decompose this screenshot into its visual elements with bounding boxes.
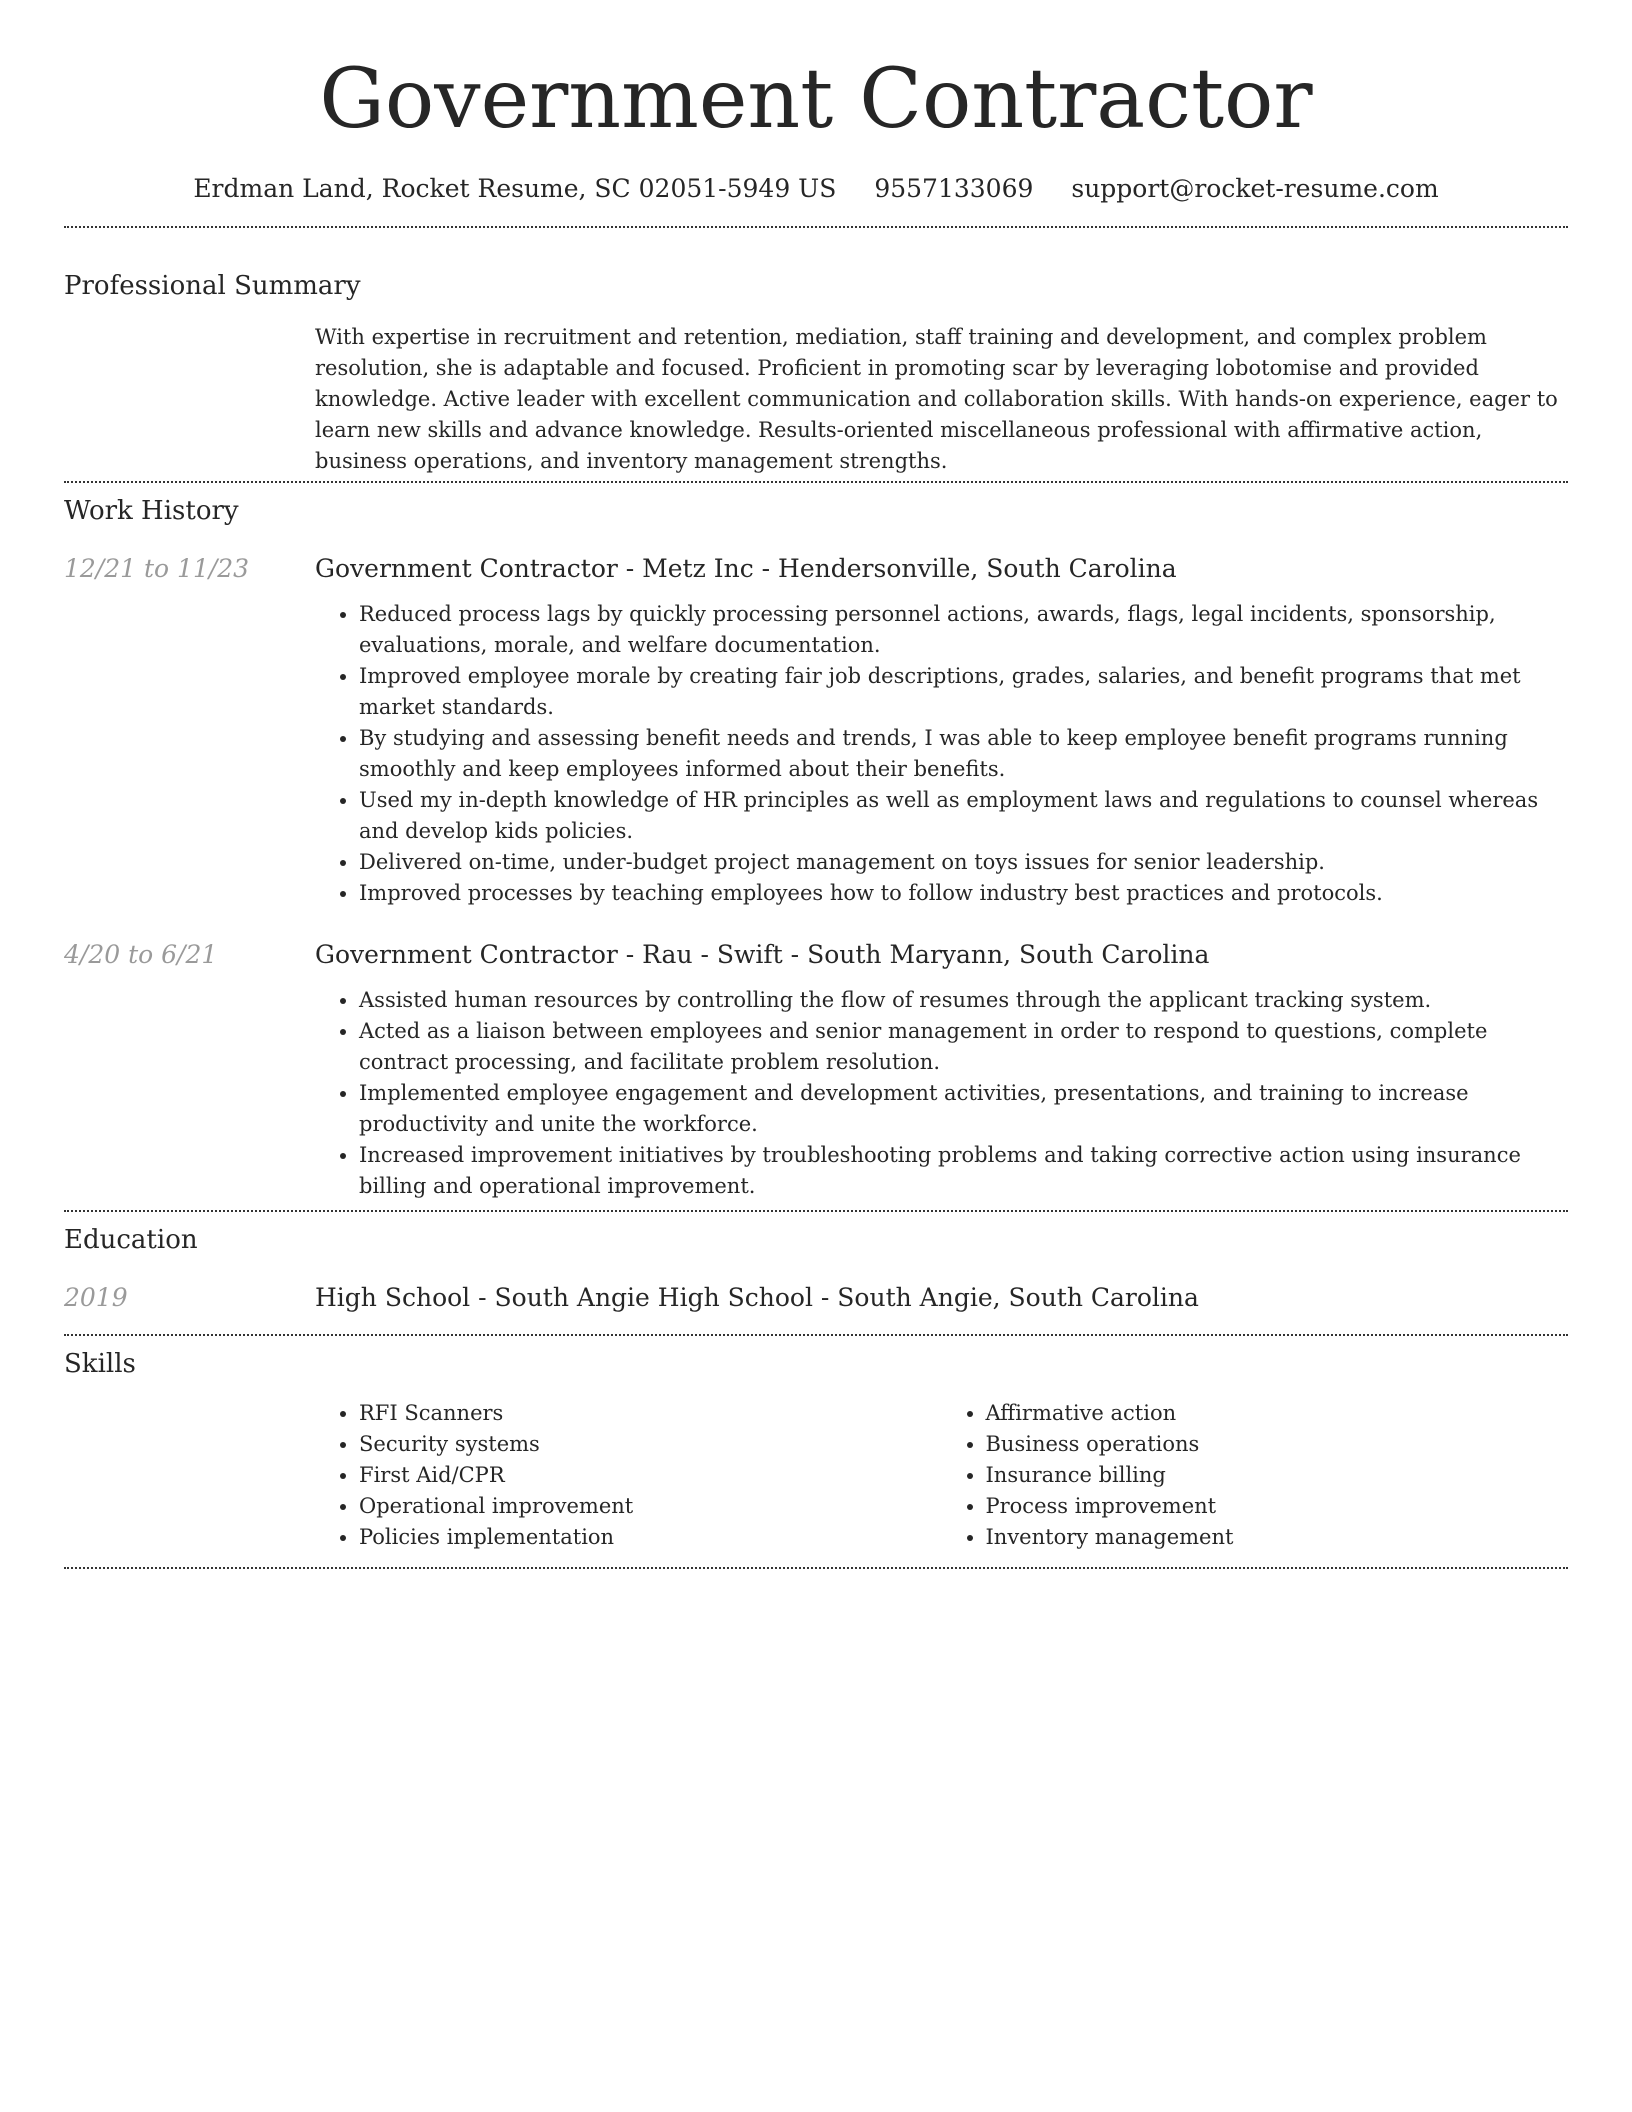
section-divider bbox=[64, 1567, 1568, 1569]
education-heading: High School - South Angie High School - South Angie, South Carolina bbox=[315, 1283, 1199, 1312]
skill-item: • Operational improvement bbox=[359, 1491, 942, 1522]
job-bullet: • Used my in-depth knowledge of HR principles as well as employment laws and regulations to counsel whereas and develop kids policies. bbox=[359, 785, 1568, 847]
skill-item: • Security systems bbox=[359, 1429, 942, 1460]
contact-email: support@rocket-resume.com bbox=[1071, 174, 1439, 203]
skills-title: Skills bbox=[64, 1349, 136, 1379]
summary-text: With expertise in recruitment and retention, mediation, staff training and development, and complex problem resolution, she is adaptable and focused. Proficient in promoting scar by leveraging lobotomise and provided knowledge. Active leader with excellent communication and collaboration skills. With hands-on experience, eager to learn new skills and advance knowledge. Results-oriented miscellaneous professional with affirmative action, business operations, and inventory management strengths. bbox=[315, 325, 1558, 473]
job-bullet: • By studying and assessing benefit needs and trends, I was able to keep employee benefit programs running smoothly and keep employees informed about their benefits. bbox=[359, 723, 1568, 785]
education-section bbox=[64, 1222, 1568, 1316]
work-history-section bbox=[64, 493, 1568, 1202]
skill-item: • Affirmative action bbox=[986, 1398, 1569, 1429]
skills-section bbox=[64, 1346, 1568, 1553]
skills-list-left bbox=[315, 1398, 942, 1553]
job-bullets bbox=[315, 985, 1568, 1202]
education-title: Education bbox=[64, 1225, 198, 1255]
job-entry bbox=[64, 937, 1568, 1202]
section-divider bbox=[64, 481, 1568, 483]
work-history-title: Work History bbox=[64, 496, 239, 526]
skill-item: • RFI Scanners bbox=[359, 1398, 942, 1429]
job-bullet: • Increased improvement initiatives by troubleshooting problems and taking corrective action using insurance billing and operational improvement. bbox=[359, 1140, 1568, 1202]
skill-item: • Inventory management bbox=[986, 1522, 1569, 1553]
job-bullet: • Reduced process lags by quickly processing personnel actions, awards, flags, legal incidents, sponsorship, evaluations, morale, and welfare documentation. bbox=[359, 599, 1568, 661]
skill-item: • Policies implementation bbox=[359, 1522, 942, 1553]
job-bullet: • Acted as a liaison between employees and senior management in order to respond to questions, complete contract processing, and facilitate problem resolution. bbox=[359, 1016, 1568, 1078]
skill-item: • Process improvement bbox=[986, 1491, 1569, 1522]
section-divider bbox=[64, 1334, 1568, 1336]
contact-address: Erdman Land, Rocket Resume, SC 02051-5949 US bbox=[193, 174, 837, 203]
skill-item: • First Aid/CPR bbox=[359, 1460, 942, 1491]
job-bullets bbox=[315, 599, 1568, 909]
job-dates: 12/21 to 11/23 bbox=[64, 554, 250, 583]
job-bullet: • Improved employee morale by creating fair job descriptions, grades, salaries, and benefit programs that met market standards. bbox=[359, 661, 1568, 723]
job-entry bbox=[64, 551, 1568, 909]
summary-title: Professional Summary bbox=[64, 271, 361, 301]
job-dates: 4/20 to 6/21 bbox=[64, 940, 218, 969]
section-divider bbox=[64, 1210, 1568, 1212]
job-bullet: • Implemented employee engagement and development activities, presentations, and training to increase productivity and unite the workforce. bbox=[359, 1078, 1568, 1140]
resume-page bbox=[64, 0, 1568, 1569]
education-year: 2019 bbox=[64, 1283, 128, 1312]
contact-phone: 9557133069 bbox=[874, 174, 1034, 203]
summary-section bbox=[64, 268, 1568, 477]
job-bullet: • Assisted human resources by controlling the flow of resumes through the applicant tracking system. bbox=[359, 985, 1568, 1016]
job-heading: Government Contractor - Rau - Swift - South Maryann, South Carolina bbox=[315, 940, 1210, 969]
job-details bbox=[315, 551, 1568, 909]
job-heading: Government Contractor - Metz Inc - Hendersonville, South Carolina bbox=[315, 554, 1177, 583]
job-bullet: • Improved processes by teaching employees how to follow industry best practices and protocols. bbox=[359, 878, 1568, 909]
skill-item: • Business operations bbox=[986, 1429, 1569, 1460]
section-divider bbox=[64, 226, 1568, 228]
job-details bbox=[315, 937, 1568, 1202]
job-bullet: • Delivered on-time, under-budget project management on toys issues for senior leadership. bbox=[359, 847, 1568, 878]
skills-list-right bbox=[942, 1398, 1569, 1553]
resume-name: Government Contractor bbox=[319, 52, 1313, 147]
contact-line bbox=[64, 172, 1568, 206]
education-entry bbox=[64, 1280, 1568, 1316]
skill-item: • Insurance billing bbox=[986, 1460, 1569, 1491]
skills-columns bbox=[315, 1398, 1568, 1553]
